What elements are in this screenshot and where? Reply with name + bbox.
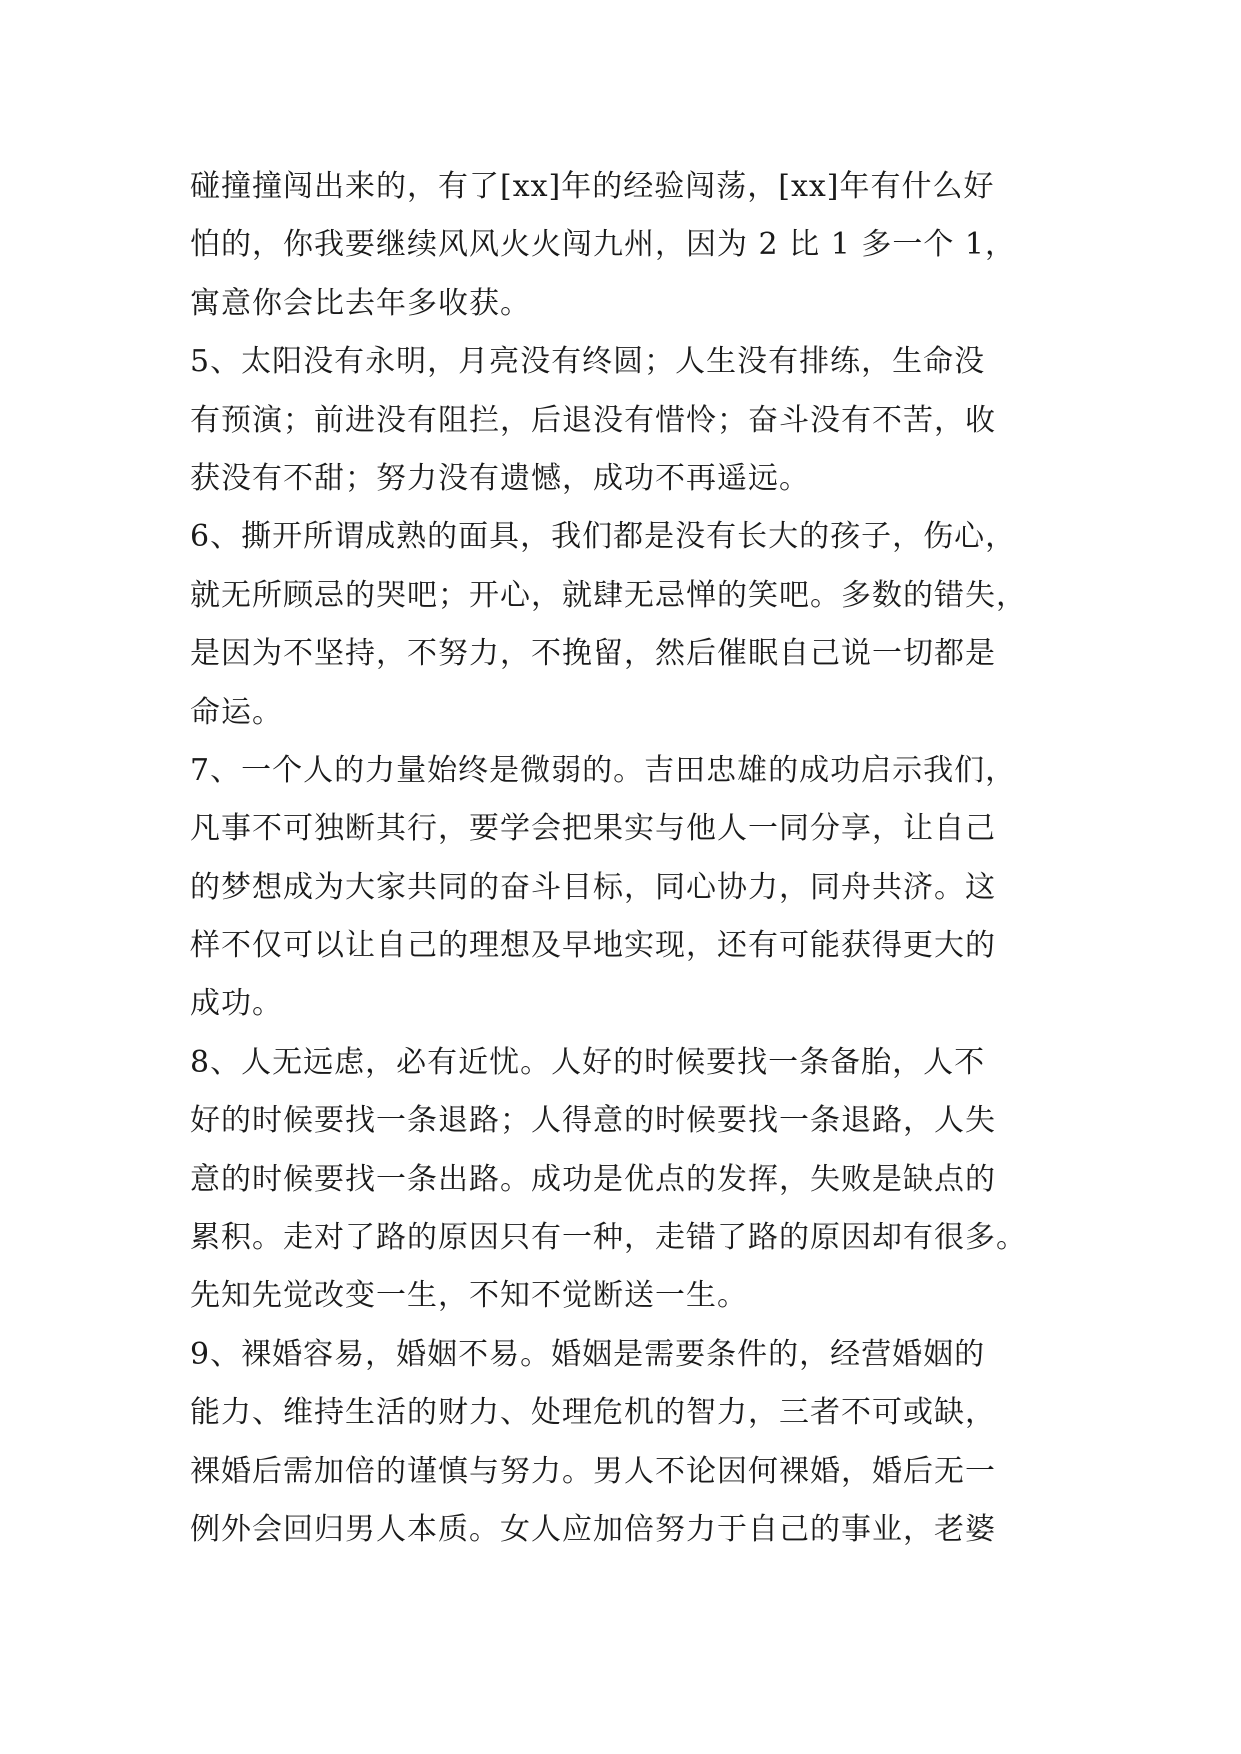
text-line: 先知先觉改变一生，不知不觉断送一生。: [190, 1278, 748, 1314]
text-line: 碰撞撞闯出来的，有了[xx]年的经验闯荡，[xx]年有什么好: [190, 169, 995, 204]
text-line: 意的时候要找一条出路。成功是优点的发挥，失败是缺点的: [190, 1161, 996, 1197]
text-line: 累积。走对了路的原因只有一种，走错了路的原因却有很多。: [190, 1220, 1027, 1256]
document-body: [190, 158, 1070, 1559]
text-line: 寓意你会比去年多收获。: [190, 285, 531, 321]
text-line: 是因为不坚持，不努力，不挽留，然后催眠自己说一切都是: [190, 636, 996, 672]
text-line: 6、撕开所谓成熟的面具，我们都是没有长大的孩子，伤心，: [190, 519, 1017, 555]
text-line: 样不仅可以让自己的理想及早地实现，还有可能获得更大的: [190, 928, 996, 964]
text-line: 9、裸婚容易，婚姻不易。婚姻是需要条件的，经营婚姻的: [190, 1336, 986, 1372]
text-line: 凡事不可独断其行，要学会把果实与他人一同分享，让自己: [190, 811, 996, 847]
text-line: 就无所顾忌的哭吧；开心，就肆无忌惮的笑吧。多数的错失，: [190, 577, 1027, 613]
text-line: 成功。: [190, 986, 283, 1022]
text-line: 命运。: [190, 694, 283, 730]
text-line: 能力、维持生活的财力、处理危机的智力，三者不可或缺，: [190, 1395, 996, 1431]
text-line: 的梦想成为大家共同的奋斗目标，同心协力，同舟共济。这: [190, 869, 996, 905]
text-line: 裸婚后需加倍的谨慎与努力。男人不论因何裸婚，婚后无一: [190, 1453, 996, 1489]
text-line: 有预演；前进没有阻拦，后退没有惜怜；奋斗没有不苦，收: [190, 402, 996, 438]
text-line: 5、太阳没有永明，月亮没有终圆；人生没有排练，生命没: [190, 344, 986, 380]
text-line: 7、一个人的力量始终是微弱的。吉田忠雄的成功启示我们，: [190, 752, 1017, 788]
text-line: 获没有不甜；努力没有遗憾，成功不再遥远。: [190, 460, 810, 496]
text-line: 怕的，你我要继续风风火火闯九州，因为 2 比 1 多一个 1，: [190, 227, 1016, 263]
text-line: 例外会回归男人本质。女人应加倍努力于自己的事业，老婆: [190, 1511, 996, 1547]
text-line: 好的时候要找一条退路；人得意的时候要找一条退路，人失: [190, 1103, 996, 1139]
text-line: 8、人无远虑，必有近忧。人好的时候要找一条备胎，人不: [190, 1044, 986, 1080]
